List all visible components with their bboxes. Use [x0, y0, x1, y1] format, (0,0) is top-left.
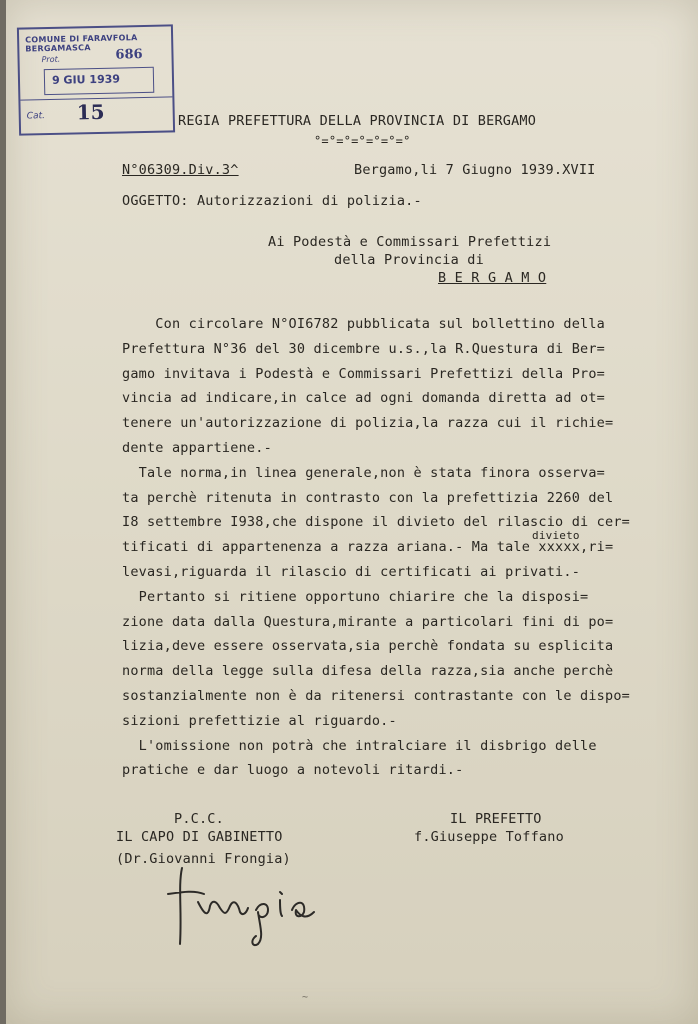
body-line: vincia ad indicare,in calce ad ogni domanda diretta ad ot=: [122, 390, 606, 407]
subject-line: OGGETTO: Autorizzazioni di polizia.-: [122, 193, 422, 209]
stamp-protocol-number: 686: [115, 47, 143, 63]
stamp-category-number: 15: [76, 99, 105, 125]
signature-left-line-1: P.C.C.: [174, 811, 224, 827]
signature-left-line-3: (Dr.Giovanni Frongia): [116, 851, 291, 867]
body-line: Prefettura N°36 del 30 dicembre u.s.,la R.Questura di Ber=: [122, 340, 606, 357]
addressee-line-1: Ai Podestà e Commissari Prefettizi: [268, 234, 552, 250]
correction-note: divieto: [532, 529, 580, 542]
body-line: pratiche e dar luogo a notevoli ritardi.-: [122, 762, 464, 779]
header-ornament: °=°=°=°=°=°=°: [314, 134, 411, 148]
signature-right-line-1: IL PREFETTO: [450, 811, 542, 827]
body-line: Pertanto si ritiene opportuno chiarire che la disposi=: [122, 588, 589, 605]
reference-number: N°06309.Div.3^: [122, 162, 239, 178]
document-page: [6, 0, 698, 1024]
body-line: Con circolare N°OI6782 pubblicata sul bollettino della: [122, 316, 606, 332]
body-line: zione data dalla Questura,mirante a particolari fini di po=: [122, 613, 614, 630]
place-date: Bergamo,li 7 Giugno 1939.XVII: [354, 162, 596, 178]
stamp-protocol-label: Prot.: [41, 54, 61, 65]
fold-mark: ~: [302, 992, 309, 1003]
stamp-date: 9 GIU 1939: [51, 72, 121, 87]
body-line: norma della legge sulla difesa della razza,sia anche perchè: [122, 663, 614, 680]
body-line: ta perchè ritenuta in contrasto con la prefettizia 2260 del: [122, 489, 614, 506]
office-header: REGIA PREFETTURA DELLA PROVINCIA DI BERGAMO: [178, 113, 537, 129]
body-line: levasi,riguarda il rilascio di certificati ai privati.-: [122, 564, 581, 580]
body-line: dente appartiene.-: [122, 440, 272, 456]
handwritten-signature: [164, 856, 334, 956]
body-line: Tale norma,in linea generale,non è stata finora osserva=: [122, 464, 606, 481]
signature-right-line-2: f.Giuseppe Toffano: [414, 829, 564, 845]
stamp-title: COMUNE DI FARAVFOLA BERGAMASCA: [25, 33, 138, 54]
body-line: sizioni prefettizie al riguardo.-: [122, 712, 397, 729]
body-line: tificati di appartenenza a razza ariana.- Ma tale xxxxx,ri=: [122, 539, 614, 556]
signature-left-line-2: IL CAPO DI GABINETTO: [116, 829, 283, 845]
body-line: L'omissione non potrà che intralciare il disbrigo delle: [122, 737, 597, 754]
stamp-category-label: Cat.: [26, 111, 46, 122]
body-line: tenere un'autorizzazione di polizia,la razza cui il richie=: [122, 415, 614, 432]
addressee-line-3: B E R G A M O: [438, 270, 547, 286]
body-line: gamo invitava i Podestà e Commissari Prefettizi della Pro=: [122, 365, 606, 382]
body-line: lizia,deve essere osservata,sia perchè fondata su esplicita: [122, 638, 614, 655]
body-line: sostanzialmente non è da ritenersi contrastante con le dispo=: [122, 688, 630, 704]
addressee-line-2: della Provincia di: [334, 252, 484, 268]
protocol-stamp: [17, 24, 175, 135]
body-line: I8 settembre I938,che dispone il divieto del rilascio di cer=: [122, 514, 630, 531]
